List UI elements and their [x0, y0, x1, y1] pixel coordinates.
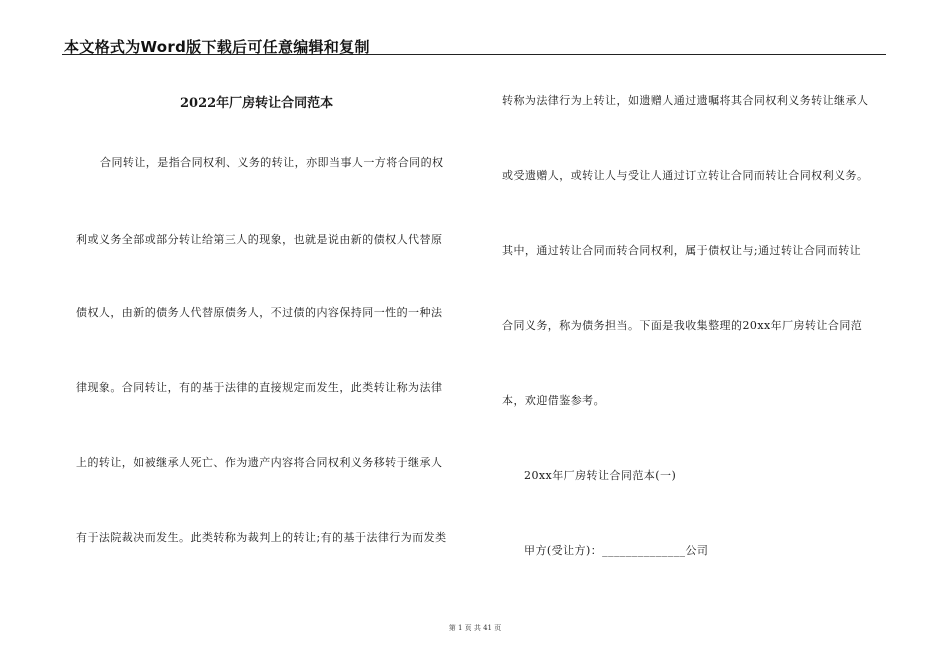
right-paragraph-line: 其中，通过转让合同而转合同权利，属于债权让与;通过转让合同而转让: [502, 244, 862, 257]
left-paragraph-line: 合同转让，是指合同权利、义务的转让，亦即当事人一方将合同的权: [100, 156, 444, 169]
left-paragraph-line: 利或义务全部或部分转让给第三人的现象，也就是说由新的债权人代替原: [76, 233, 443, 246]
document-title: 2022年厂房转让合同范本: [180, 96, 334, 111]
header-title: 本文格式为Word版下载后可任意编辑和复制: [64, 38, 370, 56]
right-paragraph-line: 或受遗赠人，或转让人与受让人通过订立转让合同而转让合同权利义务。: [502, 169, 869, 182]
left-paragraph-line: 律现象。合同转让，有的基于法律的直接规定而发生，此类转让称为法律: [76, 381, 443, 394]
section-heading: 20xx年厂房转让合同范本(一): [524, 469, 677, 482]
right-paragraph-line: 转称为法律行为上转让，如遗赠人通过遗嘱将其合同权利义务转让继承人: [502, 94, 869, 107]
header-divider: [62, 54, 886, 55]
page-number-footer: 第 1 页 共 41 页: [448, 624, 502, 632]
left-paragraph-line: 债权人，由新的债务人代替原债务人，不过债的内容保持同一性的一种法: [76, 306, 443, 319]
right-paragraph-line: 本，欢迎借鉴参考。: [502, 394, 606, 407]
right-paragraph-line: 合同义务，称为债务担当。下面是我收集整理的20xx年厂房转让合同范: [502, 319, 863, 332]
left-paragraph-line: 上的转让，如被继承人死亡、作为遗产内容将合同权利义务移转于继承人: [76, 456, 443, 469]
left-paragraph-line: 有于法院裁决而发生。此类转称为裁判上的转让;有的基于法律行为而发类: [76, 531, 447, 544]
party-a-line: 甲方(受让方)：______________公司: [524, 544, 709, 557]
